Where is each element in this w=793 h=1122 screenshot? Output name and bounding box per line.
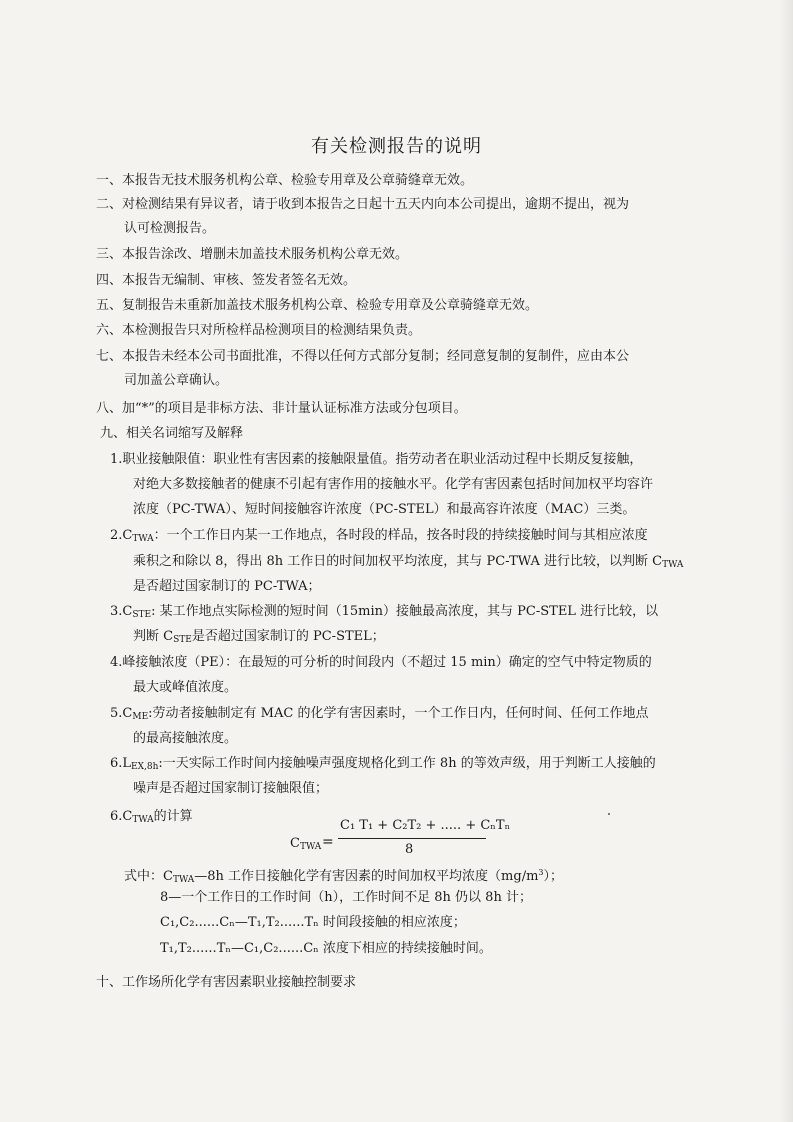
def-1-line-3: 浓度（PC-TWA）、短时间接触容许浓度（PC-STEL）和最高容许浓度（MAC）三类。: [133, 502, 636, 517]
def-6-line-2: 噪声是否超过国家制订接触限值；: [133, 781, 329, 796]
def-1-line-2: 对绝大多数接触者的健康不引起有害作用的接触水平。化学有害因素包括时间加权平均容许: [133, 477, 654, 492]
def-3-line-2: 判断 $C_{STE}$是否超过国家制订的 PC-STEL；: [133, 629, 385, 645]
page-edge-shadow: [779, 0, 793, 1122]
legend-line-2: 8—一个工作日的工作时间（h），工作时间不足 8h 仍以 8h 计；: [160, 890, 532, 905]
legend-line-1: 式中：$C_{TWA}—8h$ 工作日接触化学有害因素的时间加权平均浓度$(mg/m^3)$；: [124, 868, 564, 885]
document-title: 有关检测报告的说明: [311, 136, 482, 157]
legend-line-3: C₁,C₂......Cₙ—T₁,T₂......Tₙ 时间段接触的相应浓度；: [160, 915, 466, 930]
item-6: 六、本检测报告只对所检样品检测项目的检测结果负责。: [96, 323, 422, 338]
def-7-heading: $6.C_{TWA}$的计算: [110, 809, 193, 825]
def-5-line-1: $5.C_{ME}$:劳动者接触制定有 MAC 的化学有害因素时，一个工作日内，任何时间、任何工作地点: [110, 706, 649, 722]
item-7-line-2: 司加盖公章确认。: [124, 373, 229, 388]
item-5: 五、复制报告未重新加盖技术服务机构公章、检验专用章及公章骑缝章无效。: [96, 298, 539, 313]
formula-denominator: 8: [405, 842, 414, 857]
item-8: 八、加“*”的项目是非标方法、非计量认证标准方法或分包项目。: [96, 401, 467, 416]
item-10: 十、工作场所化学有害因素职业接触控制要求: [96, 975, 357, 990]
item-2-line-2: 认可检测报告。: [124, 221, 216, 236]
def-6-line-1: $6.L_{EX,8h}$:一天实际工作时间内接触噪声强度规格化到工作 8h 的等效声级，用于判断工人接触的: [110, 756, 656, 772]
item-1: 一、本报告无技术服务机构公章、检验专用章及公章骑缝章无效。: [96, 173, 474, 188]
item-7-line-1: 七、本报告未经本公司书面批准，不得以任何方式部分复制；经同意复制的复制件，应由本公: [96, 349, 630, 364]
formula-numerator: C₁ T₁ + C₂T₂ + ..... + CₙTₙ: [340, 818, 511, 833]
formula-equals: =: [322, 834, 334, 850]
def-2-line-1: $2.C_{TWA}$：一个工作日内某一工作地点，各时段的样品，按各时段的持续接触时间与其相应浓度: [110, 528, 648, 544]
formula-lhs: $C_{TWA}$: [290, 836, 322, 852]
item-3: 三、本报告涂改、增删未加盖技术服务机构公章无效。: [96, 247, 409, 262]
item-4: 四、本报告无编制、审核、签发者签名无效。: [96, 273, 357, 288]
item-9: 九、相关名词缩写及解释: [100, 426, 244, 441]
def-2-line-2: 乘积之和除以 8，得出 8h 工作日的时间加权平均浓度，其与 PC-TWA 进行比较，以判断 $C_{TWA}$: [133, 554, 684, 570]
def-1-line-1: 1.职业接触限值：职业性有害因素的接触限量值。指劳动者在职业活动过程中长期反复接触，: [110, 452, 643, 467]
formula-fraction-bar: [338, 838, 486, 839]
def-4-line-1: 4.峰接触浓度（PE）：在最短的可分析的时间段内（不超过 15 min）确定的空气中特定物质的: [110, 655, 652, 670]
def-4-line-2: 最大或峰值浓度。: [133, 680, 238, 695]
legend-line-4: T₁,T₂......Tₙ—C₁,C₂......Cₙ 浓度下相应的持续接触时间。: [160, 941, 492, 956]
def-3-line-1: $3.C_{STE}$: 某工作地点实际检测的短时间（15min）接触最高浓度，其与 PC-STEL 进行比较，以: [110, 604, 659, 620]
speck-mark: [608, 813, 610, 815]
def-5-line-2: 的最高接触浓度。: [133, 731, 238, 746]
item-2-line-1: 二、对检测结果有异议者，请于收到本报告之日起十五天内向本公司提出，逾期不提出，视为: [96, 197, 630, 212]
def-2-line-3: 是否超过国家制订的 PC-TWA；: [133, 579, 321, 594]
